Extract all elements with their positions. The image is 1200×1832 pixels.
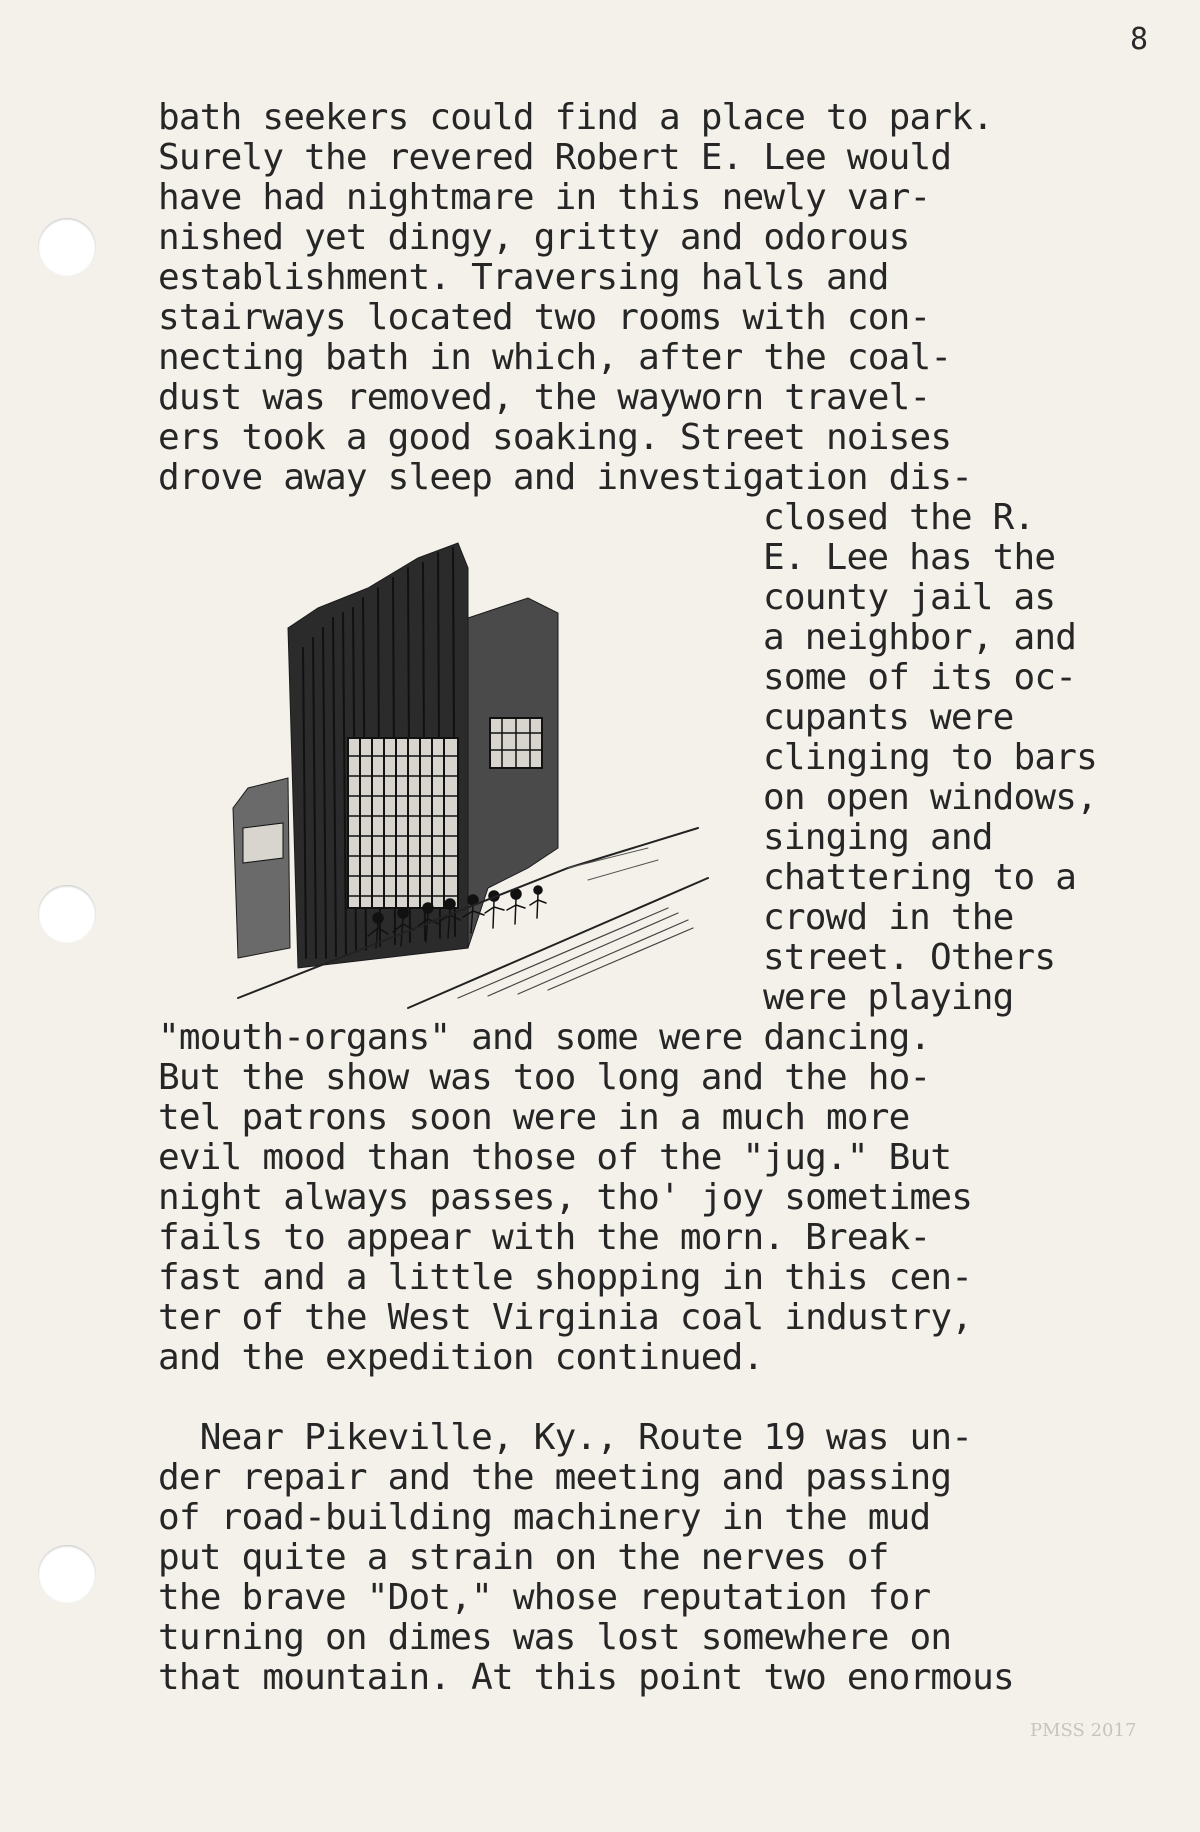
text-line: a neighbor, and <box>763 617 1077 658</box>
text-line: put quite a strain on the nerves of <box>158 1537 889 1578</box>
text-line: have had nightmare in this newly var- <box>158 177 931 218</box>
text-line: evil mood than those of the "jug." But <box>158 1137 952 1178</box>
text-line: turning on dimes was lost somewhere on <box>158 1617 952 1658</box>
text-line: clinging to bars <box>763 737 1097 778</box>
text-line: ers took a good soaking. Street noises <box>158 417 952 458</box>
binder-hole <box>38 1545 96 1603</box>
text-line: chattering to a <box>763 857 1077 898</box>
text-line: and the expedition continued. <box>158 1337 764 1378</box>
text-line: E. Lee has the <box>763 537 1056 578</box>
text-line: night always passes, tho' joy sometimes <box>158 1177 973 1218</box>
text-line: fails to appear with the morn. Break- <box>158 1217 931 1258</box>
text-line: some of its oc- <box>763 657 1077 698</box>
binder-hole <box>38 218 96 276</box>
text-line: closed the R. <box>763 497 1035 538</box>
text-line: on open windows, <box>763 777 1097 818</box>
text-line: Surely the revered Robert E. Lee would <box>158 137 952 178</box>
text-line: tel patrons soon were in a much more <box>158 1097 910 1138</box>
text-line: bath seekers could find a place to park. <box>158 97 993 138</box>
jail-street-illustration <box>228 528 758 1018</box>
text-line: "mouth-organs" and some were dancing. <box>158 1017 931 1058</box>
text-line: necting bath in which, after the coal- <box>158 337 952 378</box>
text-line: street. Others <box>763 937 1056 978</box>
text-line: dust was removed, the wayworn travel- <box>158 377 931 418</box>
text-line: nished yet dingy, gritty and odorous <box>158 217 910 258</box>
text-line: the brave "Dot," whose reputation for <box>158 1577 931 1618</box>
text-line: of road-building machinery in the mud <box>158 1497 931 1538</box>
text-line: singing and <box>763 817 993 858</box>
text-line: drove away sleep and investigation dis- <box>158 457 973 498</box>
archive-watermark: PMSS 2017 <box>1030 1720 1137 1741</box>
text-line: stairways located two rooms with con- <box>158 297 931 338</box>
text-line: crowd in the <box>763 897 1014 938</box>
text-line: establishment. Traversing halls and <box>158 257 889 298</box>
text-line: cupants were <box>763 697 1014 738</box>
text-line: der repair and the meeting and passing <box>158 1457 952 1498</box>
text-line: ter of the West Virginia coal industry, <box>158 1297 973 1338</box>
text-line: county jail as <box>763 577 1056 618</box>
binder-hole <box>38 885 96 943</box>
page-number: 8 <box>1130 22 1149 57</box>
text-line: that mountain. At this point two enormous <box>158 1657 1014 1698</box>
text-line: were playing <box>763 977 1014 1018</box>
text-line: Near Pikeville, Ky., Route 19 was un- <box>158 1417 973 1458</box>
text-line: fast and a little shopping in this cen- <box>158 1257 973 1298</box>
text-line: But the show was too long and the ho- <box>158 1057 931 1098</box>
